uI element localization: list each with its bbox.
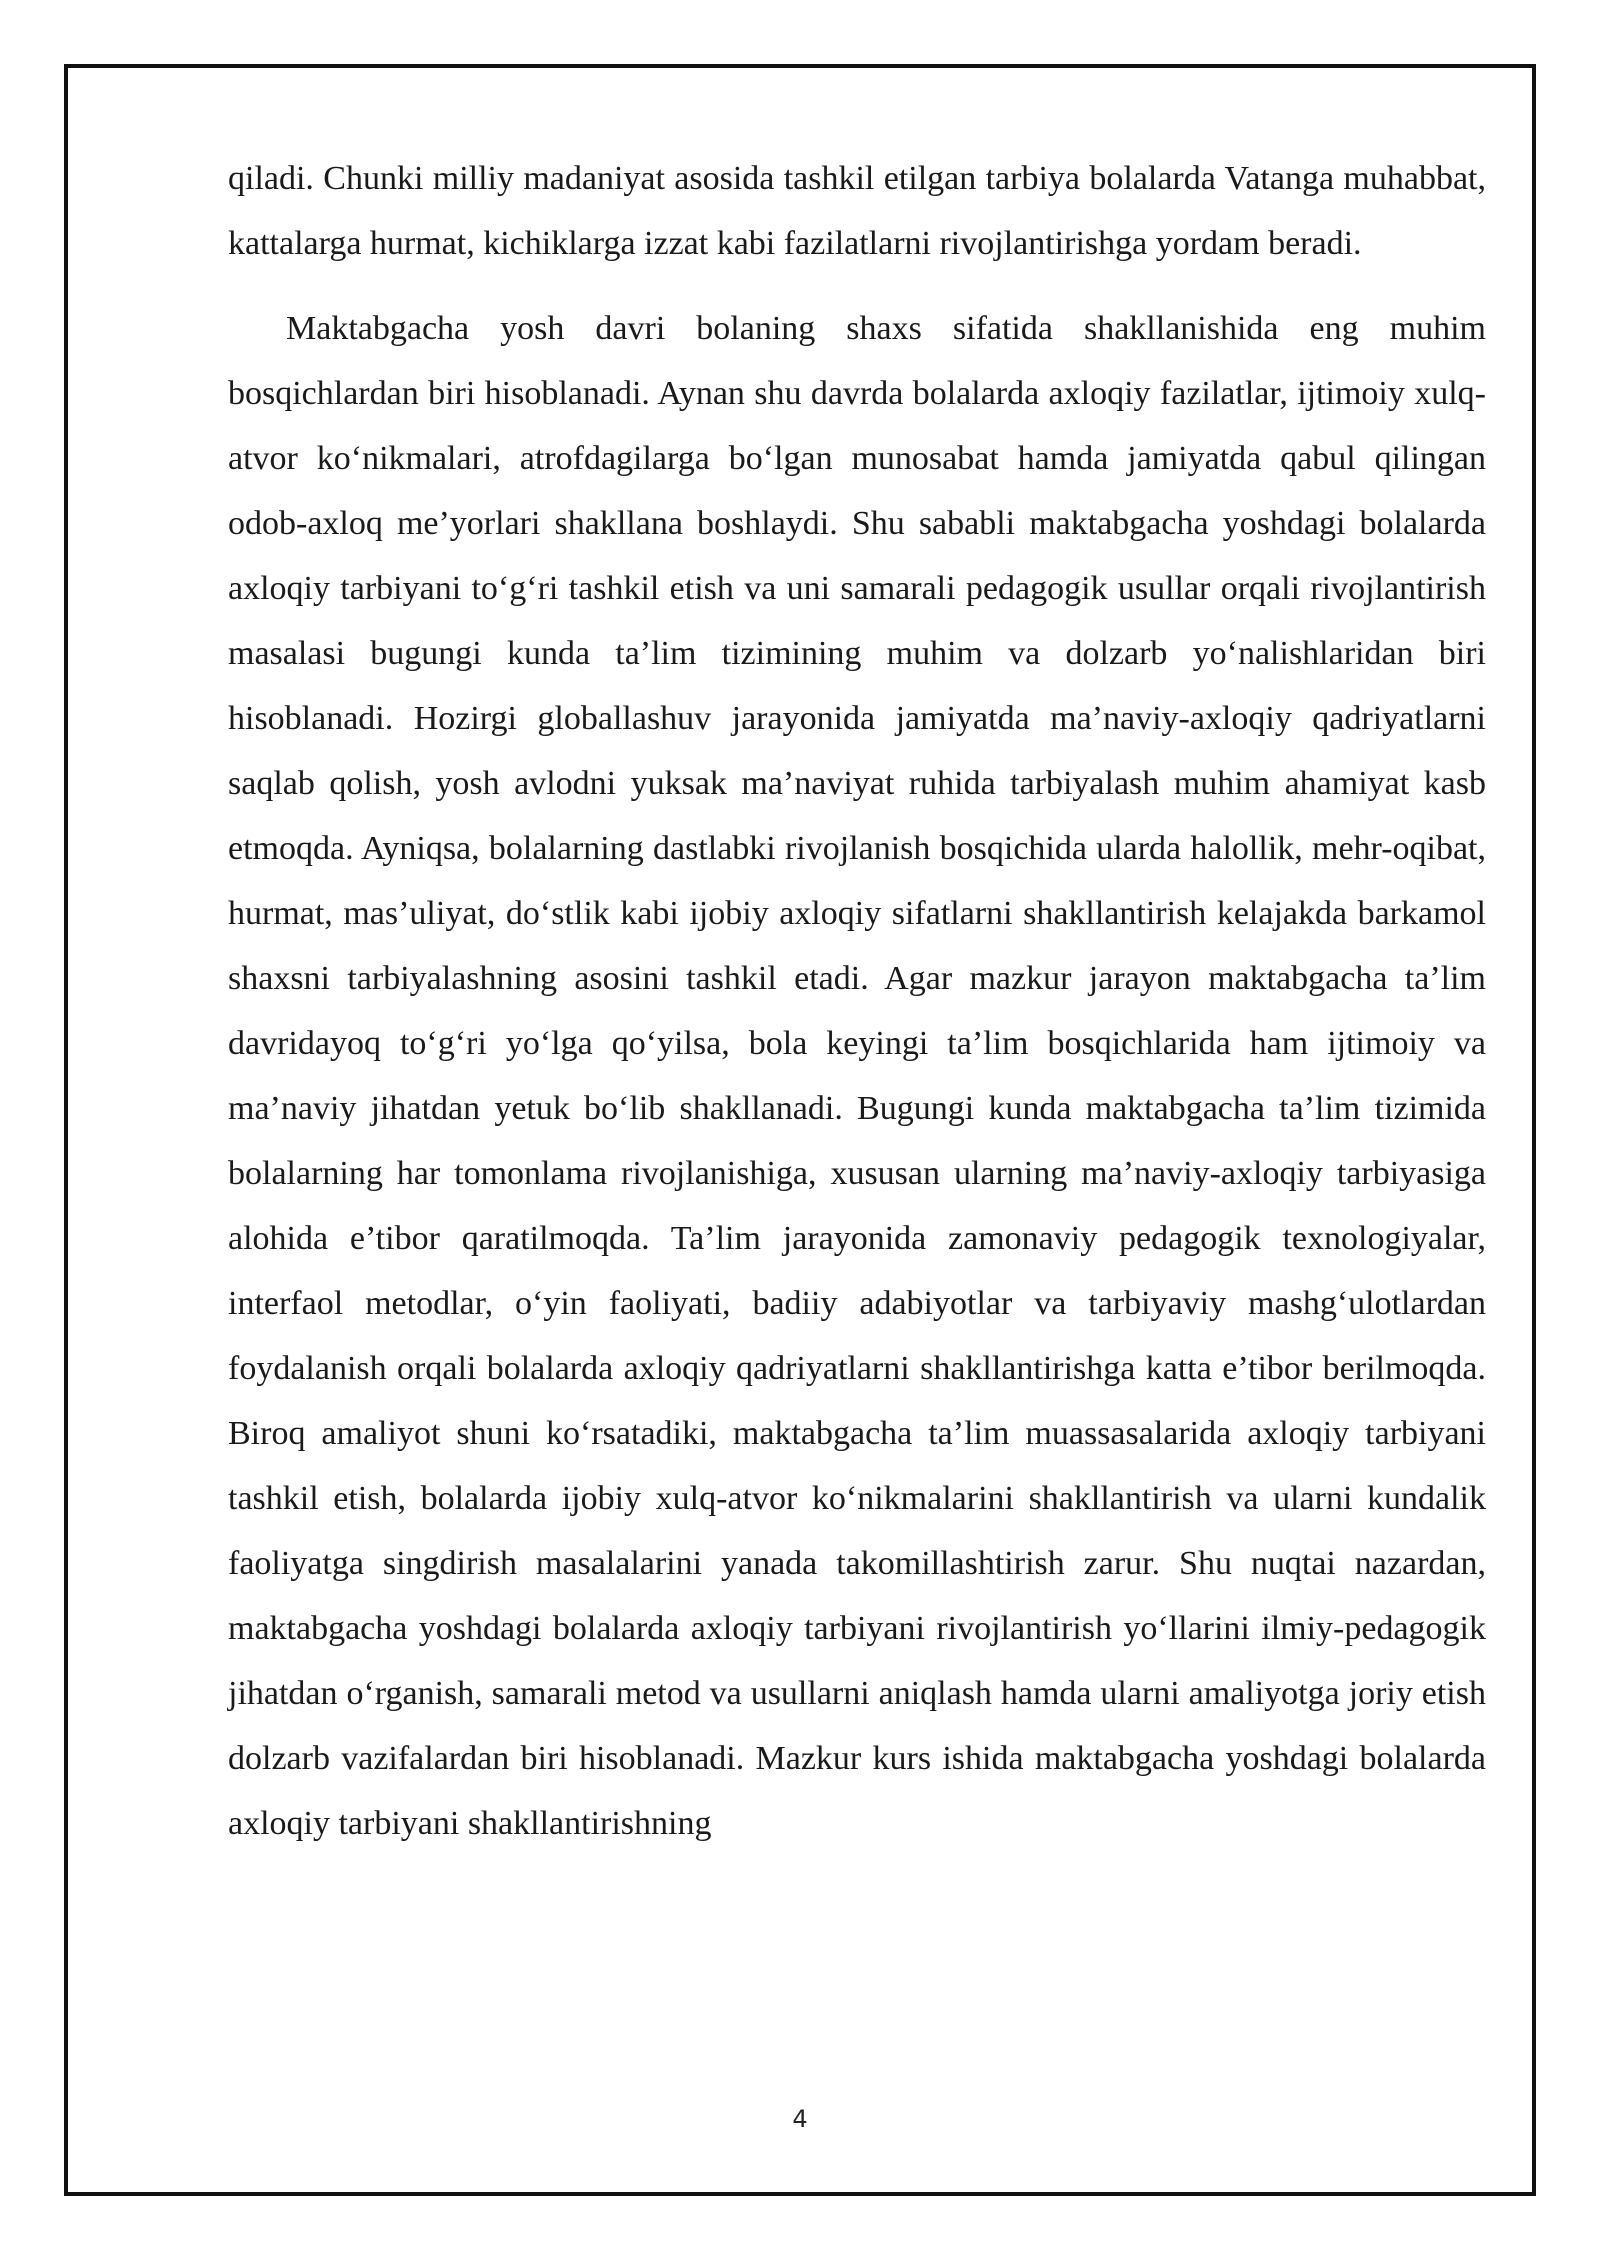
paragraph-continuation: qiladi. Chunki milliy madaniyat asosida tashkil etilgan tarbiya bolalarda Vatanga muhabbat, kattalarga hurmat, kichiklarga izzat kabi fazilatlarni rivojlantirishga yordam beradi.: [228, 160, 1486, 262]
paragraph-main: Maktabgacha yosh davri bolaning shaxs sifatida shakllanishida eng muhim bosqichlardan biri hisoblanadi. Aynan shu davrda bolalarda axloqiy fazilatlar, ijtimoiy xulq-atvor ko‘nikmalari, atrofdagilarga bo‘lgan munosabat hamda jamiyatda qabul qilingan odob-axloq me’yorlari shakllana boshlaydi. Shu sababli maktabgacha yoshdagi bolalarda axloqiy tarbiyani to‘g‘ri tashkil etish va uni samarali pedagogik usullar orqali rivojlantirish masalasi bugungi kunda ta’lim tizimining muhim va dolzarb yo‘nalishlaridan biri hisoblanadi. Hozirgi globallashuv jarayonida jamiyatda ma’naviy-axloqiy qadriyatlarni saqlab qolish, yosh avlodni yuksak ma’naviyat ruhida tarbiyalash muhim ahamiyat kasb etmoqda. Ayniqsa, bolalarning dastlabki rivojlanish bosqichida ularda halollik, mehr-oqibat, hurmat, mas’uliyat, do‘stlik kabi ijobiy axloqiy sifatlarni shakllantirish kelajakda barkamol shaxsni tarbiyalashning asosini tashkil etadi. Agar mazkur jarayon maktabgacha ta’lim davridayoq to‘g‘ri yo‘lga qo‘yilsa, bola keyingi ta’lim bosqichlarida ham ijtimoiy va ma’naviy jihatdan yetuk bo‘lib shakllanadi. Bugungi kunda maktabgacha ta’lim tizimida bolalarning har tomonlama rivojlanishiga, xususan ularning ma’naviy-axloqiy tarbiyasiga alohida e’tibor qaratilmoqda. Ta’lim jarayonida zamonaviy pedagogik texnologiyalar, interfaol metodlar, o‘yin faoliyati, badiiy adabiyotlar va tarbiyaviy mashg‘ulotlardan foydalanish orqali bolalarda axloqiy qadriyatlarni shakllantirishga katta e’tibor berilmoqda. Biroq amaliyot shuni ko‘rsatadiki, maktabgacha ta’lim muassasalarida axloqiy tarbiyani tashkil etish, bolalarda ijobiy xulq-atvor ko‘nikmalarini shakllantirish va ularni kundalik faoliyatga singdirish masalalarini yanada takomillashtirish zarur. Shu nuqtai nazardan, maktabgacha yoshdagi bolalarda axloqiy tarbiyani rivojlantirish yo‘llarini ilmiy-pedagogik jihatdan o‘rganish, samarali metod va usullarni aniqlash hamda ularni amaliyotga joriy etish dolzarb vazifalardan biri hisoblanadi. Mazkur kurs ishida maktabgacha yoshdagi bolalarda axloqiy tarbiyani shakllantirishning: [228, 310, 1486, 1842]
document-body: [228, 146, 1486, 1856]
page-number: 4: [792, 2105, 808, 2133]
